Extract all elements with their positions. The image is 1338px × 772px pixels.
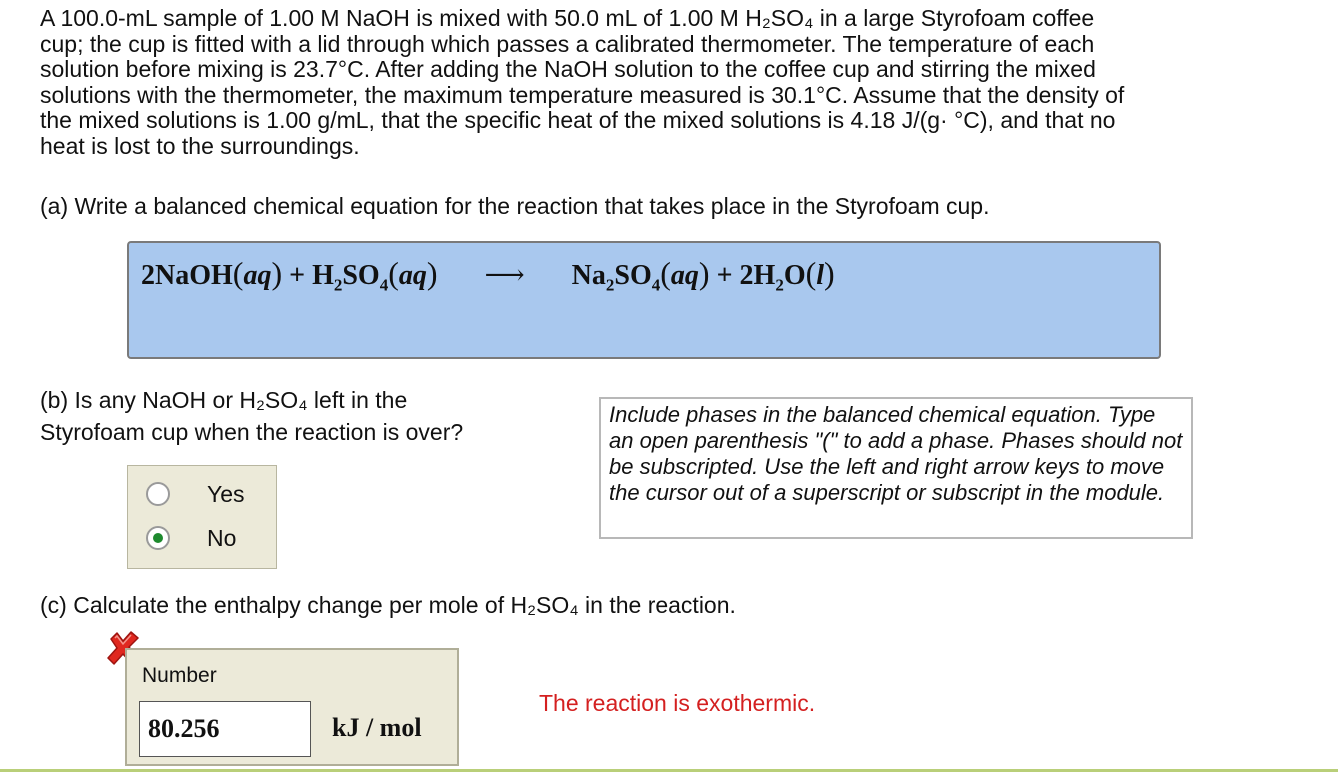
reactant-naoh: 2NaOH (141, 260, 233, 291)
answer-input[interactable] (139, 701, 311, 757)
part-b-question (40, 384, 560, 448)
problem-line: A 100.0-mL sample of 1.00 M NaOH is mixed with 50.0 mL of 1.00 M H₂SO₄ in a large Styrofoam coffee (40, 5, 1095, 31)
problem-line: the mixed solutions is 1.00 g/mL, that the specific heat of the mixed solutions is 4.18 J/(g· °C), and that no (40, 107, 1116, 133)
part-b-question-line: (b) Is any NaOH or H₂SO₄ left in the (40, 387, 408, 413)
problem-statement (40, 6, 1310, 159)
option-yes[interactable] (146, 479, 245, 509)
problem-line: heat is lost to the surroundings. (40, 132, 360, 159)
equation-editor[interactable] (127, 241, 1161, 359)
plus-sign: + (289, 260, 306, 291)
product-na2so4: $Na_2SO_4$ (571, 260, 661, 295)
phase-label: aq (670, 260, 699, 291)
hint-box: Include phases in the balanced chemical equation. Type an open parenthesis "(" to add a phase. Phases should not be subscripted. Use the left and right arrow keys to move the cursor out of a superscript or subscript in the module. (599, 397, 1193, 539)
chemical-equation: 2NaOH(aq) + $H_2SO_4(aq)$ ⟶ $Na_2SO_4(aq) + 2H_2O(l)$ (141, 255, 835, 295)
phase-label: aq (398, 260, 427, 291)
problem-line: solution before mixing is 23.7°C. After adding the NaOH solution to the coffee cup and stirring the mixed (40, 56, 1096, 82)
option-label: No (207, 524, 237, 551)
part-c-question: (c) Calculate the enthalpy change per mole of H₂SO₄ in the reaction. (40, 592, 736, 618)
product-h2o: $2H_2O$ (739, 260, 806, 295)
radio-button-no[interactable] (146, 526, 170, 550)
problem-line: cup; the cup is fitted with a lid through which passes a calibrated thermometer. The temperature of each (40, 30, 1095, 57)
answer-choices (127, 465, 277, 569)
part-b-question-line: Styrofoam cup when the reaction is over? (40, 419, 464, 445)
reactant-h2so4: $H_2SO_4$ (312, 260, 389, 295)
plus-sign: + (716, 260, 733, 291)
problem-line: solutions with the thermometer, the maximum temperature measured is 30.1°C. Assume that the density of (40, 81, 1125, 108)
feedback-message: The reaction is exothermic. (539, 690, 816, 716)
phase-label: aq (243, 260, 272, 291)
unit-label: kJ / mol (332, 713, 422, 742)
radio-button-yes[interactable] (146, 482, 170, 506)
option-label: Yes (207, 480, 245, 507)
option-no[interactable] (146, 523, 236, 553)
number-label: Number (142, 664, 217, 687)
number-answer-panel (125, 648, 459, 766)
phase-label: l (816, 260, 825, 291)
part-a-question: (a) Write a balanced chemical equation for the reaction that takes place in the Styrofoam cup. (40, 193, 990, 219)
reaction-arrow-icon: ⟶ (484, 260, 525, 291)
